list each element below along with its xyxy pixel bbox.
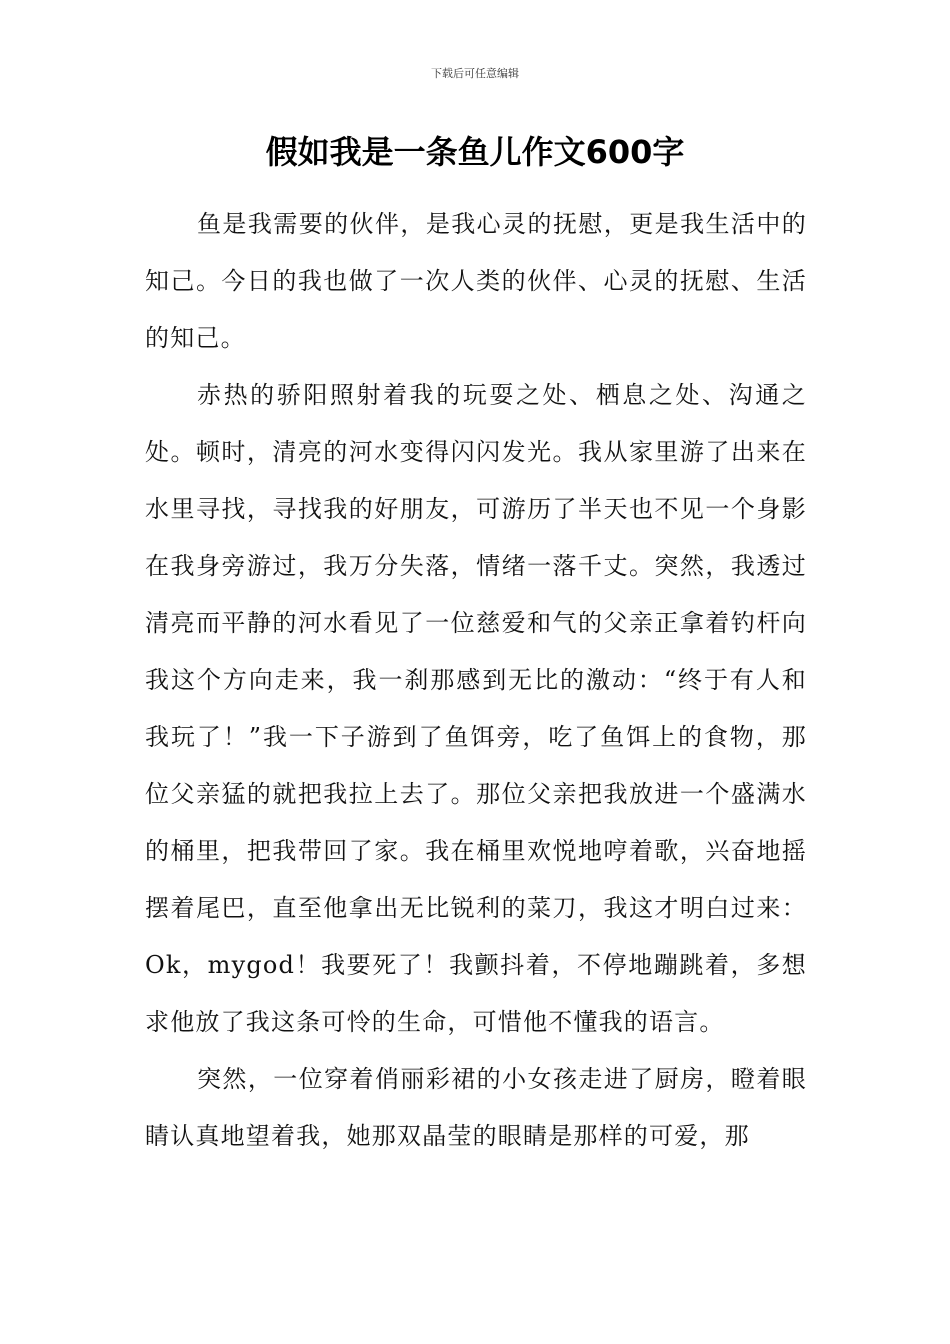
document-body xyxy=(145,196,807,1165)
paragraph: 赤热的骄阳照射着我的玩耍之处、栖息之处、沟通之处。顿时，清亮的河水变得闪闪发光。我从家里游了出来在水里寻找，寻找我的好朋友，可游历了半天也不见一个身影在我身旁游过，我万分失落，情绪一落千丈。突然，我透过清亮而平静的河水看见了一位慈爱和气的父亲正拿着钓杆向我这个方向走来，我一刹那感到无比的激动：“终于有人和我玩了！”我一下子游到了鱼饵旁，吃了鱼饵上的食物，那位父亲猛的就把我拉上去了。那位父亲把我放进一个盛满水的桶里，把我带回了家。我在桶里欢悦地哼着歌，兴奋地摇摆着尾巴，直至他拿出无比锐利的菜刀，我这才明白过来：Ok，mygod！我要死了！我颤抖着，不停地蹦跳着，多想求他放了我这条可怜的生命，可惜他不懂我的语言。 xyxy=(145,381,807,1036)
paragraph: 突然，一位穿着俏丽彩裙的小女孩走进了厨房，瞪着眼睛认真地望着我，她那双晶莹的眼睛是那样的可爱，那 xyxy=(145,1065,807,1150)
document-title: 假如我是一条鱼儿作文600字 xyxy=(265,133,685,171)
header-note: 下载后可任意编辑 xyxy=(431,67,519,80)
paragraph: 鱼是我需要的伙伴，是我心灵的抚慰，更是我生活中的知己。今日的我也做了一次人类的伙伴、心灵的抚慰、生活的知己。 xyxy=(145,210,807,352)
